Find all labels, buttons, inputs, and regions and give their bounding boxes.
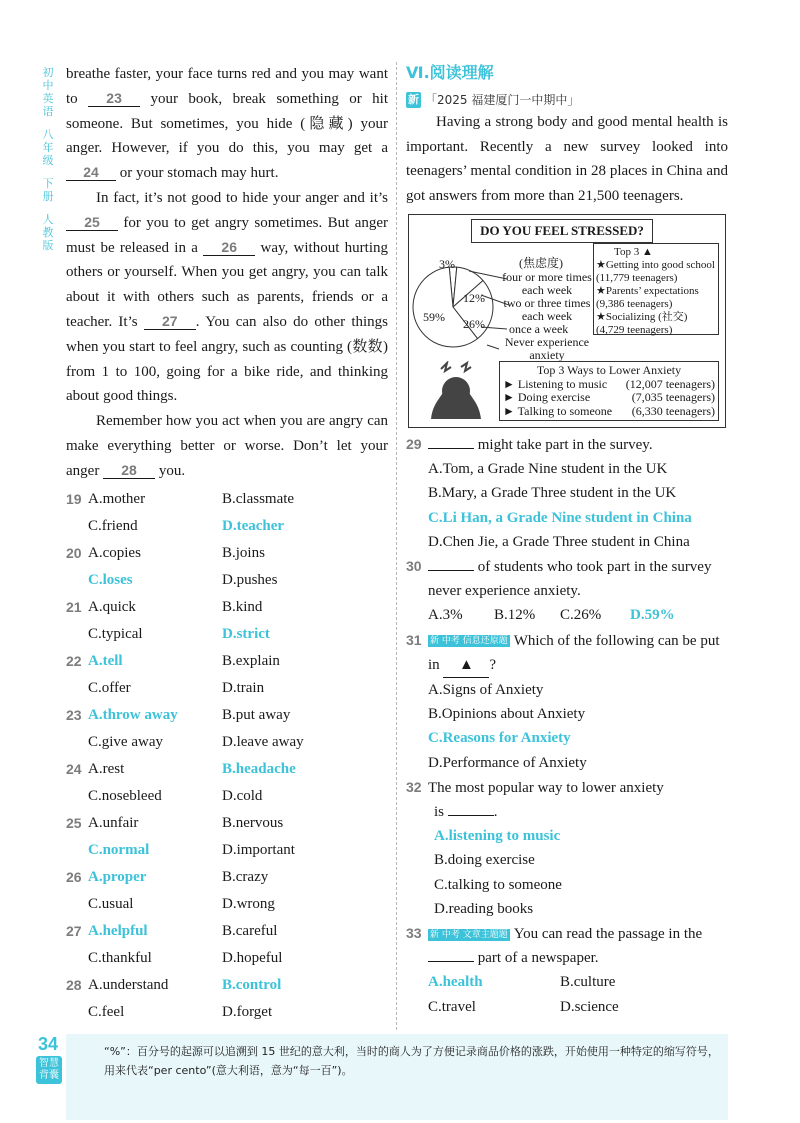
- side-label-grade: 八年级: [42, 128, 54, 167]
- legend-once: once a week: [509, 322, 569, 336]
- option: A.mother: [88, 490, 146, 507]
- new-badge-icon: 新: [408, 93, 419, 106]
- side-label-subject: 初中英语: [42, 66, 54, 118]
- option: C.thankful: [88, 949, 152, 966]
- option: D.train: [222, 679, 265, 696]
- question-number: 23: [66, 706, 82, 723]
- option: A.proper: [88, 868, 147, 885]
- question-33: 33 新 中考 文章主题题 You can read the passage in the part of a newspaper. A.health B.culture C.travel D.science: [406, 921, 728, 1019]
- cloze-blank-28[interactable]: 28: [103, 462, 155, 479]
- cloze-blank-25[interactable]: 25: [66, 214, 118, 231]
- option: B.kind: [222, 598, 263, 615]
- pie-label-12: 12%: [463, 291, 485, 305]
- source-text: 「2025 福建厦门一中期中」: [425, 93, 580, 107]
- option: D.forget: [222, 1003, 273, 1020]
- option-row-27: [66, 945, 388, 972]
- cloze-blank-27[interactable]: 27: [144, 313, 196, 330]
- answer-blank: [428, 434, 474, 449]
- cloze-blank-24[interactable]: 24: [66, 164, 116, 181]
- option-row-25: [66, 837, 388, 864]
- top3-title: Top 3 ▲: [614, 246, 653, 258]
- option: D.wrong: [222, 895, 275, 912]
- option-row-19: [66, 486, 388, 513]
- option-row-23: [66, 729, 388, 756]
- option: B.nervous: [222, 814, 284, 831]
- option: C.usual: [88, 895, 134, 912]
- option-row-20: [66, 567, 388, 594]
- option: B.crazy: [222, 868, 269, 885]
- option-row-28: [66, 972, 388, 999]
- option-row-26: [66, 864, 388, 891]
- option: C.loses: [88, 571, 133, 588]
- infographic-title: DO YOU FEEL STRESSED?: [471, 219, 653, 243]
- section-title: Ⅵ.阅读理解: [406, 63, 494, 82]
- option: D.leave away: [222, 733, 304, 750]
- option: C.normal: [88, 841, 150, 858]
- question-number: 19: [66, 490, 82, 507]
- option: B.classmate: [222, 490, 295, 507]
- option: A.helpful: [88, 922, 148, 939]
- option-row-25: [66, 810, 388, 837]
- option: A.understand: [88, 976, 169, 993]
- top3-item-2: ★Parents’ expectations (9,386 teenagers): [596, 285, 699, 310]
- option-row-21: [66, 594, 388, 621]
- column-divider: [396, 62, 397, 1030]
- question-number: 24: [66, 760, 82, 777]
- way-3: ► Talking to someone (6,330 teenagers): [503, 403, 715, 418]
- q32-option-b: B.doing exercise: [434, 852, 535, 869]
- cloze-paragraph: breathe faster, your face turns red and you may want to 23 your book, break something or hit someone. But sometimes, you hide (隐藏) your anger. However, if you do this, you may get a 24 or your stomach may hurt.: [66, 66, 388, 182]
- answer-blank: [428, 556, 474, 571]
- legend-two-or-three: two or three times each week: [503, 296, 591, 323]
- option: C.nosebleed: [88, 787, 162, 804]
- option: D.strict: [222, 625, 270, 642]
- info-restore-tag: 新 中考 信息还原题: [430, 636, 508, 647]
- pie-label-26: 26%: [463, 317, 485, 331]
- q30-options: A.3% B.12% C.26% D.59%: [428, 607, 675, 624]
- question-number: 28: [66, 976, 82, 993]
- option: A.rest: [88, 760, 125, 777]
- question-number: 20: [66, 544, 82, 561]
- reading-intro: [406, 110, 728, 208]
- cloze-passage: [66, 62, 388, 484]
- top3-box: [593, 243, 719, 335]
- q29-option-b: B.Mary, a Grade Three student in the UK: [428, 485, 677, 502]
- q32-option-a: A.listening to music: [434, 828, 561, 845]
- q31-option-d: D.Performance of Anxiety: [428, 754, 587, 771]
- option: A.tell: [88, 652, 123, 669]
- legend-never: Never experience anxiety: [504, 335, 590, 362]
- option: D.important: [222, 841, 295, 858]
- cloze-blank-26[interactable]: 26: [203, 239, 255, 256]
- q31-option-a: A.Signs of Anxiety: [428, 682, 544, 699]
- q32-option-d: D.reading books: [434, 900, 534, 917]
- option: C.friend: [88, 517, 138, 534]
- stressed-person-icon: [421, 361, 491, 419]
- option-row-24: [66, 756, 388, 783]
- ways-box: [499, 361, 719, 421]
- q30-stem: never experience anxiety.: [428, 583, 581, 600]
- source-line: [406, 90, 728, 110]
- question-30: 30 of students who took part in the survey never experience anxiety. A.3% B.12% C.26% D.59%: [406, 554, 728, 628]
- side-label: [40, 66, 56, 262]
- option: B.control: [222, 976, 282, 993]
- cloze-paragraph: In fact, it’s not good to hide your anger and it’s 25 for you to get angry sometimes. But anger must be released in a 26 way, without hurting others or yourself. When you get angry, you can talk about it with others such as parents, friends or a teacher. It’s 27 . You can also do other things when you start to feel angry, such as counting (数数) from 1 to 100, going for a bike ride, and thinking about good things.: [66, 189, 389, 405]
- ways-title: Top 3 Ways to Lower Anxiety: [536, 363, 682, 377]
- option-row-22: [66, 675, 388, 702]
- footer-note: “%”：百分号的起源可以追溯到 15 世纪的意大利，当时的商人为了方便记录商品价格的涨跌，开始使用一种特定的缩写符号，用来代表“per cento”(意大利语，意为“每一百”)。: [104, 1045, 719, 1077]
- option-row-28: [66, 999, 388, 1026]
- question-32: 32 The most popular way to lower anxiety is . A.listening to music B.doing exercise C.talking to someone D.reading books: [406, 775, 728, 921]
- option: D.teacher: [222, 517, 285, 534]
- anxiety-infographic: [408, 214, 726, 428]
- q29-option-c: C.Li Han, a Grade Nine student in China: [428, 509, 692, 526]
- q29-option-a: A.Tom, a Grade Nine student in the UK: [428, 461, 668, 478]
- q29-option-d: D.Chen Jie, a Grade Three student in China: [428, 533, 690, 550]
- option-row-24: [66, 783, 388, 810]
- q31-option-c: C.Reasons for Anxiety: [428, 730, 571, 747]
- option: C.feel: [88, 1003, 125, 1020]
- question-number: 25: [66, 814, 82, 831]
- q33-options-row2: C.travel D.science: [428, 998, 619, 1015]
- pie-leader-line-3: [487, 345, 499, 349]
- question-number: 22: [66, 652, 82, 669]
- cloze-blank-23[interactable]: 23: [88, 90, 140, 107]
- option: B.careful: [222, 922, 278, 939]
- option: B.explain: [222, 652, 280, 669]
- option: B.headache: [222, 760, 296, 777]
- right-column: [406, 62, 728, 1019]
- cloze-paragraph: Remember how you act when you are angry can make everything better or worse. Don’t let your anger 28 you.: [66, 413, 389, 479]
- option: D.pushes: [222, 571, 278, 588]
- option: B.joins: [222, 544, 265, 561]
- q33-options-row1: A.health B.culture: [428, 974, 616, 991]
- questions: [406, 432, 728, 1019]
- option: A.unfair: [88, 814, 139, 831]
- top3-item-3: ★Socializing (社交) (4,729 teenagers): [596, 311, 688, 336]
- option: B.put away: [222, 706, 291, 723]
- intro-paragraph: Having a strong body and good mental health is important. Recently a new survey looked into teenagers’ mental condition in 28 places in China and got answers from more than 21,500 teenagers.: [406, 114, 729, 204]
- page-number: 34: [38, 1034, 59, 1054]
- legend-four-or-more: four or more times each week: [502, 270, 592, 297]
- left-column: [66, 62, 388, 1026]
- way-2: ► Doing exercise (7,035 teenagers): [503, 390, 715, 404]
- option: A.copies: [88, 544, 141, 561]
- way-1: ► Listening to music (12,007 teenagers): [503, 376, 715, 391]
- option-row-27: [66, 918, 388, 945]
- pie-label-59: 59%: [423, 310, 445, 324]
- option-row-21: [66, 621, 388, 648]
- pie-label-3: 3%: [439, 257, 455, 271]
- question-number: 27: [66, 922, 82, 939]
- q32-option-c: C.talking to someone: [434, 876, 562, 893]
- option: C.typical: [88, 625, 143, 642]
- side-label-volume: 下册: [42, 177, 54, 203]
- option: C.offer: [88, 679, 131, 696]
- option-row-19: [66, 513, 388, 540]
- theme-tag: 新 中考 文章主题题: [430, 929, 508, 940]
- top3-item-1: ★Getting into good school (11,779 teenagers): [596, 259, 715, 284]
- side-label-edition: 人教版: [42, 213, 54, 252]
- q31-option-b: B.Opinions about Anxiety: [428, 706, 586, 723]
- cloze-options: [66, 486, 388, 1026]
- question-number: 21: [66, 598, 82, 615]
- option: D.hopeful: [222, 949, 283, 966]
- option: D.cold: [222, 787, 263, 804]
- wisdom-badge: 智慧背囊: [36, 1056, 62, 1084]
- question-31: 31 新 中考 信息还原题 Which of the following can be put in ▲ ? A.Signs of Anxiety B.Opinions about Anxiety C.Reasons for Anxiety D.Performance of Anxiety: [406, 628, 728, 775]
- option-row-23: [66, 702, 388, 729]
- option-row-22: [66, 648, 388, 675]
- option-row-26: [66, 891, 388, 918]
- question-number: 26: [66, 868, 82, 885]
- option: A.throw away: [88, 706, 178, 723]
- option: C.give away: [88, 733, 163, 750]
- option-row-20: [66, 540, 388, 567]
- option: A.quick: [88, 598, 136, 615]
- question-29: 29 might take part in the survey. A.Tom, a Grade Nine student in the UK B.Mary, a Grade Three student in the UK C.Li Han, a Grade Nine student in China D.Chen Jie, a Grade Three student in China: [406, 432, 728, 554]
- pie-subtitle: (焦虑度): [519, 256, 563, 270]
